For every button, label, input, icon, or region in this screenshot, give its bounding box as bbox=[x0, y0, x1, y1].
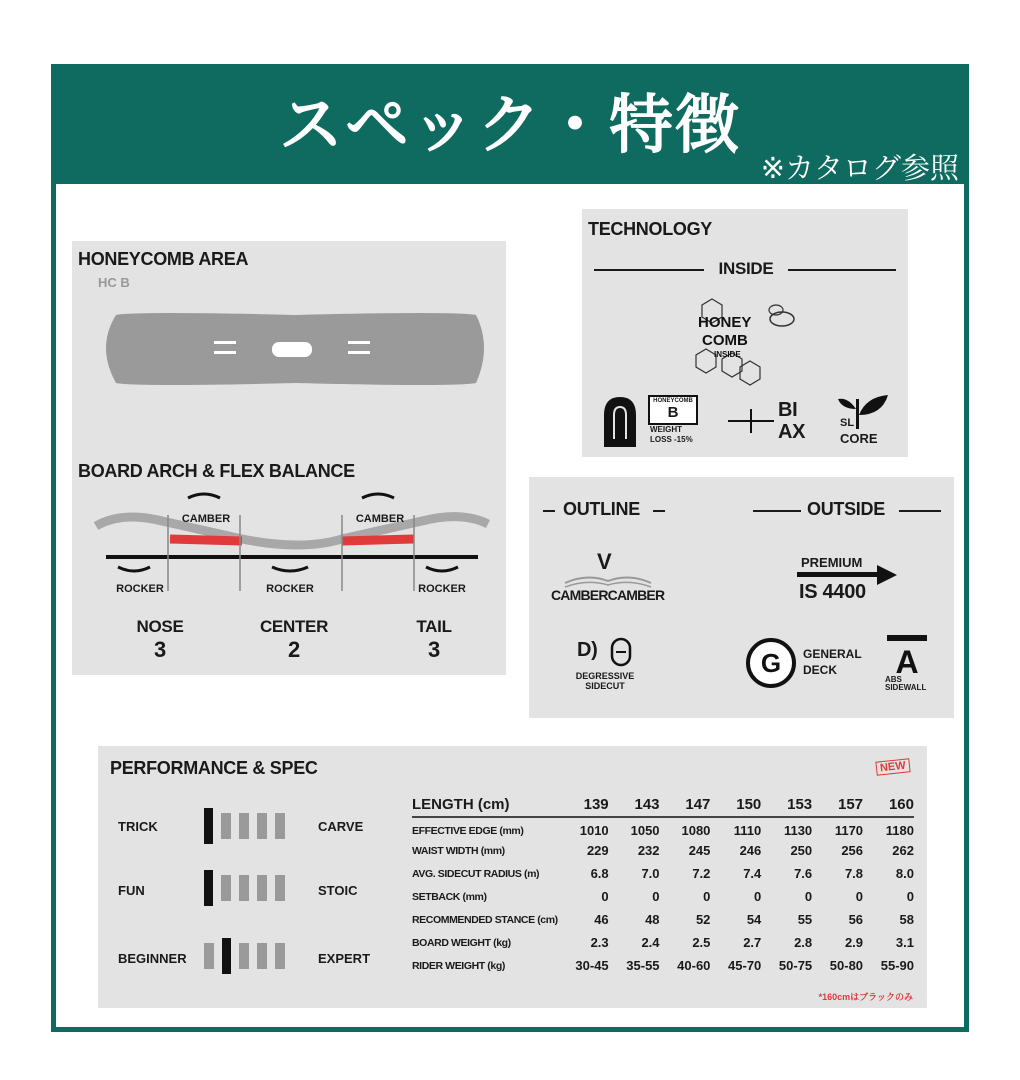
table-cell: 245 bbox=[688, 843, 711, 858]
hc-badge bbox=[648, 395, 698, 425]
slider-trick-carve bbox=[204, 808, 293, 844]
table-cell: 0 bbox=[601, 889, 609, 904]
table-cell: 35-55 bbox=[626, 958, 660, 973]
table-cell: 7.8 bbox=[844, 866, 864, 881]
table-cell: 8.0 bbox=[895, 866, 914, 881]
zone-center-value: 2 bbox=[288, 637, 300, 662]
row-label: RIDER WEIGHT (kg) bbox=[412, 959, 505, 972]
table-cell: 56 bbox=[848, 912, 864, 927]
table-cell: 50-80 bbox=[829, 958, 864, 973]
zone-nose-value: 3 bbox=[154, 637, 166, 662]
table-cell: 50-75 bbox=[778, 958, 813, 973]
row-label: WAIST WIDTH (mm) bbox=[412, 844, 505, 857]
svg-text:A: A bbox=[895, 644, 919, 675]
table-cell: 48 bbox=[645, 912, 660, 927]
table-cell: 1180 bbox=[885, 823, 914, 838]
zone-center-label: CENTER bbox=[259, 617, 329, 636]
performance-heading: PERFORMANCE & SPEC bbox=[110, 758, 318, 778]
degressive-bottom: SIDECUT bbox=[585, 681, 625, 691]
table-cell: 7.6 bbox=[794, 866, 813, 881]
board-panel bbox=[72, 241, 506, 675]
table-cell: 7.4 bbox=[743, 866, 762, 881]
general-deck-icon bbox=[745, 637, 797, 689]
row-label: AVG. SIDECUT RADIUS (m) bbox=[412, 867, 540, 880]
table-row bbox=[412, 954, 914, 977]
biax-bottom: AX bbox=[778, 421, 806, 443]
table-cell: 2.7 bbox=[743, 935, 762, 950]
technology-heading: TECHNOLOGY bbox=[588, 219, 713, 239]
technology-panel bbox=[582, 209, 908, 457]
table-cell: 52 bbox=[695, 912, 711, 927]
outline-panel bbox=[529, 477, 954, 718]
board-outline-icon bbox=[96, 307, 492, 391]
outline-label: OUTLINE bbox=[563, 499, 640, 519]
table-cell: 250 bbox=[790, 843, 813, 858]
table-cell: 256 bbox=[841, 843, 864, 858]
core-top: SL bbox=[840, 417, 855, 429]
table-row bbox=[412, 862, 914, 885]
table-cell: 262 bbox=[892, 843, 914, 858]
zone-tail-value: 3 bbox=[428, 637, 440, 662]
table-row bbox=[412, 908, 914, 931]
divider bbox=[899, 510, 941, 512]
spec-note: *160cmはブラックのみ bbox=[818, 992, 913, 1002]
table-cell: 246 bbox=[739, 843, 762, 858]
slider-3-right: EXPERT bbox=[318, 951, 371, 966]
degressive-icon bbox=[609, 637, 635, 667]
table-cell: 0 bbox=[906, 889, 914, 904]
table-row bbox=[412, 885, 914, 908]
table-cell: 0 bbox=[804, 889, 813, 904]
hc-badge-letter: B bbox=[667, 404, 679, 421]
page-subtitle: ※カタログ参照 bbox=[760, 151, 959, 185]
v-letter: V bbox=[597, 549, 612, 574]
hc-badge-bottom: WEIGHT bbox=[650, 425, 682, 434]
divider bbox=[653, 510, 665, 512]
table-row bbox=[412, 839, 914, 862]
table-cell: 54 bbox=[746, 912, 762, 927]
slider-1-right: CARVE bbox=[318, 819, 364, 834]
divider bbox=[788, 269, 896, 271]
performance-panel bbox=[98, 746, 927, 1008]
table-cell: 55 bbox=[797, 912, 813, 927]
table-cell: 0 bbox=[652, 889, 660, 904]
arch-heading: BOARD ARCH & FLEX BALANCE bbox=[78, 461, 355, 481]
camber-label-nose: CAMBER bbox=[181, 513, 231, 525]
table-cell: 30-45 bbox=[575, 958, 609, 973]
zone-tail-label: TAIL bbox=[416, 617, 452, 636]
camber-label-tail: CAMBER bbox=[355, 513, 405, 525]
row-label: BOARD WEIGHT (kg) bbox=[412, 936, 511, 949]
divider bbox=[543, 510, 555, 512]
slider-beginner-expert bbox=[204, 938, 293, 974]
rocker-label-center: ROCKER bbox=[266, 583, 314, 595]
biax-top: BI bbox=[778, 399, 798, 421]
core-bottom: CORE bbox=[840, 431, 878, 446]
honeycomb-heading: HONEYCOMB AREA bbox=[78, 249, 249, 269]
honeycomb-code: HC B bbox=[98, 275, 130, 290]
spec-header-row bbox=[412, 792, 914, 816]
length-143: 143 bbox=[634, 795, 660, 813]
table-cell: 232 bbox=[637, 843, 660, 858]
table-cell: 0 bbox=[703, 889, 711, 904]
table-cell: 0 bbox=[855, 889, 864, 904]
length-160: 160 bbox=[888, 795, 914, 813]
outside-label: OUTSIDE bbox=[807, 499, 885, 519]
slider-2-right: STOIC bbox=[318, 883, 358, 898]
divider bbox=[753, 510, 801, 512]
svg-text:INSIDE: INSIDE bbox=[714, 350, 741, 359]
is4400-label: IS 4400 bbox=[799, 581, 866, 603]
rocker-label-tail: ROCKER bbox=[418, 583, 466, 595]
honeycomb-logo-icon bbox=[690, 295, 800, 387]
abs-sidewall-icon bbox=[883, 633, 931, 675]
table-cell: 0 bbox=[754, 889, 762, 904]
length-150: 150 bbox=[736, 795, 762, 813]
table-cell: 2.4 bbox=[641, 935, 660, 950]
biax-icon bbox=[728, 409, 778, 433]
table-cell: 2.3 bbox=[590, 935, 609, 950]
divider bbox=[594, 269, 704, 271]
table-cell: 58 bbox=[899, 912, 914, 927]
slider-3-left: BEGINNER bbox=[118, 951, 187, 966]
slider-fun-stoic bbox=[204, 870, 293, 906]
length-157: 157 bbox=[838, 795, 864, 813]
row-label: RECOMMENDED STANCE (cm) bbox=[412, 913, 558, 926]
abs-bottom: SIDEWALL bbox=[885, 683, 927, 692]
hc-badge-top: HONEYCOMB bbox=[653, 398, 693, 404]
row-label: EFFECTIVE EDGE (mm) bbox=[412, 824, 524, 837]
table-cell: 229 bbox=[586, 843, 609, 858]
table-cell: 40-60 bbox=[677, 958, 711, 973]
general-deck-top: GENERAL bbox=[803, 647, 862, 661]
table-cell: 46 bbox=[594, 912, 609, 927]
inside-label: INSIDE bbox=[718, 259, 774, 278]
table-cell: 1130 bbox=[783, 823, 813, 838]
spec-table bbox=[412, 792, 914, 977]
degressive-mark: D) bbox=[577, 639, 598, 661]
table-cell: 2.8 bbox=[794, 935, 813, 950]
table-cell: 7.2 bbox=[692, 866, 711, 881]
table-row bbox=[412, 931, 914, 954]
general-deck-bottom: DECK bbox=[803, 663, 838, 677]
slider-1-left: TRICK bbox=[118, 819, 158, 834]
table-cell: 1110 bbox=[733, 823, 762, 838]
rocker-label-nose: ROCKER bbox=[116, 583, 164, 595]
premium-label: PREMIUM bbox=[801, 555, 863, 570]
table-cell: 2.5 bbox=[692, 935, 711, 950]
length-153: 153 bbox=[787, 795, 813, 813]
new-badge: NEW bbox=[875, 758, 910, 775]
table-cell: 1080 bbox=[681, 823, 711, 838]
abs-top: ABS bbox=[885, 675, 902, 684]
slider-2-left: FUN bbox=[118, 883, 145, 898]
table-cell: 7.0 bbox=[641, 866, 660, 881]
table-row bbox=[412, 816, 914, 839]
table-cell: 45-70 bbox=[728, 958, 762, 973]
table-cell: 6.8 bbox=[590, 866, 609, 881]
table-cell: 1050 bbox=[630, 823, 660, 838]
table-cell: 1010 bbox=[579, 823, 609, 838]
svg-text:HONEY: HONEY bbox=[698, 314, 752, 331]
length-147: 147 bbox=[685, 795, 711, 813]
page-title: スペック・特徴 bbox=[279, 89, 741, 163]
svg-text:COMB: COMB bbox=[702, 332, 748, 349]
table-cell: 55-90 bbox=[880, 958, 914, 973]
hc-badge-bottom2: LOSS -15% bbox=[650, 435, 693, 444]
table-cell: 3.1 bbox=[895, 935, 914, 950]
degressive-top: DEGRESSIVE bbox=[575, 671, 635, 681]
length-header: LENGTH (cm) bbox=[412, 795, 510, 813]
zone-nose-label: NOSE bbox=[136, 617, 184, 636]
row-label: SETBACK (mm) bbox=[412, 890, 487, 903]
cambercamber-label: CAMBERCAMBER bbox=[551, 587, 665, 603]
tip-shape-icon bbox=[600, 395, 640, 447]
svg-text:G: G bbox=[760, 648, 782, 678]
table-cell: 2.9 bbox=[844, 935, 864, 950]
table-cell: 1170 bbox=[834, 823, 864, 838]
length-139: 139 bbox=[583, 795, 609, 813]
header-banner bbox=[51, 64, 969, 184]
